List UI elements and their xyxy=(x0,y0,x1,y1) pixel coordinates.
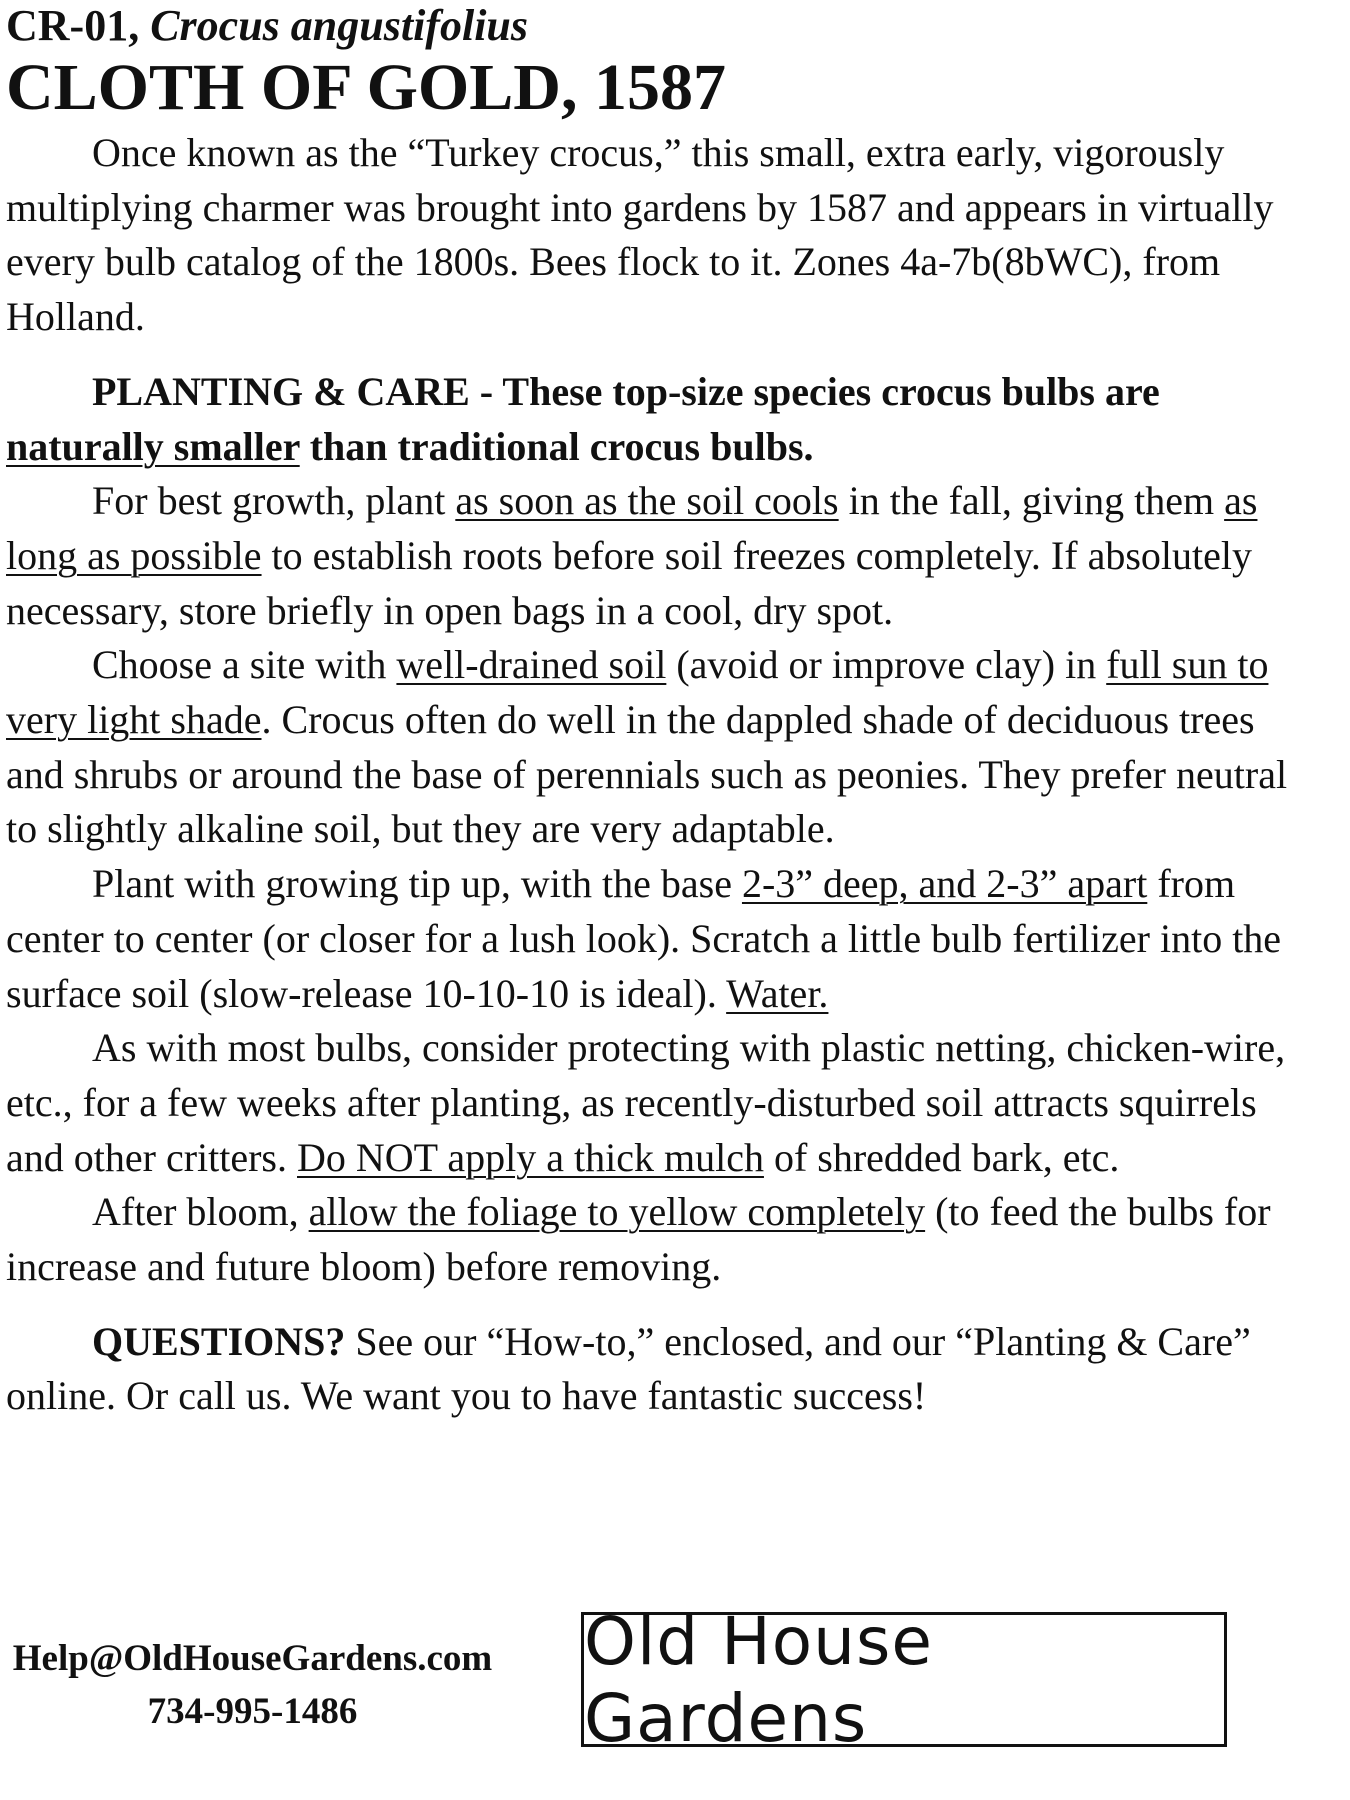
contact-email[interactable]: Help@OldHouseGardens.com xyxy=(12,1638,493,1679)
company-logo xyxy=(581,1602,1227,1757)
underlined-phrase: well-drained soil xyxy=(396,642,667,688)
after-bloom-paragraph: After bloom, allow the foliage to yellow completely (to feed the bulbs for increase and future bloom) before removing. xyxy=(6,1189,1271,1290)
underlined-phrase: Water. xyxy=(726,970,829,1016)
contact-block xyxy=(0,1632,505,1738)
underlined-phrase: naturally smaller xyxy=(6,423,300,469)
underlined-phrase: as soon as the soil cools xyxy=(455,478,839,524)
underlined-phrase: full sun to very light shade xyxy=(6,642,1269,743)
planting-depth-paragraph: Plant with growing tip up, with the base 2-3” deep, and 2-3” apart from center to center (or closer for a lush look). Scratch a little bulb fertilizer into the surface soil (slow-release 10-10-10 is ideal). Water. xyxy=(6,861,1282,1016)
questions-heading: QUESTIONS? xyxy=(92,1318,346,1364)
underlined-phrase: as long as possible xyxy=(6,478,1258,578)
latin-name: Crocus angustifolius xyxy=(150,1,529,50)
site-paragraph: Choose a site with well-drained soil (avoid or improve clay) in full sun to very light shade. Crocus often do well in the dappled shade of deciduous trees and shrubs or around the base of perennials such as peonies. They prefer neutral to slightly alkaline soil, but they are very adaptable. xyxy=(6,642,1288,852)
contact-phone[interactable]: 734-995-1486 xyxy=(147,1691,358,1732)
underlined-phrase: allow the foliage to yellow completely xyxy=(308,1189,926,1235)
planting-heading: PLANTING & CARE xyxy=(92,368,470,414)
planting-heading-paragraph: PLANTING & CARE - These top-size species crocus bulbs are naturally smaller than traditional crocus bulbs. xyxy=(6,368,1160,469)
underlined-phrase: 2-3” deep, and 2-3” apart xyxy=(741,861,1148,907)
product-code-line xyxy=(6,0,1306,52)
growth-paragraph: For best growth, plant as soon as the soil cools in the fall, giving them as long as possible to establish roots before soil freezes completely. If absolutely necessary, store briefly in open bags in a cool, dry spot. xyxy=(6,478,1258,633)
protection-paragraph: As with most bulbs, consider protecting with plastic netting, chicken-wire, etc., for a few weeks after planting, as recently-disturbed soil attracts squirrels and other critters. Do NOT apply a thick mulch of shredded bark, etc. xyxy=(6,1025,1286,1180)
document-page xyxy=(6,0,1306,1424)
logo-text: Old House Gardens xyxy=(584,1602,933,1757)
underlined-phrase: Do NOT apply a thick mulch xyxy=(297,1134,764,1180)
product-code: CR-01, xyxy=(6,1,140,50)
questions-paragraph: QUESTIONS? See our “How-to,” enclosed, and our “Planting & Care” online. Or call us. We want you to have fantastic success! xyxy=(6,1318,1251,1419)
intro-paragraph: Once known as the “Turkey crocus,” this small, extra early, vigorously multiplying charmer was brought into gardens by 1587 and appears in virtually every bulb catalog of the 1800s. Bees flock to it. Zones 4a-7b(8bWC), from Holland. xyxy=(6,130,1274,340)
product-title: CLOTH OF GOLD, 1587 xyxy=(6,51,726,124)
